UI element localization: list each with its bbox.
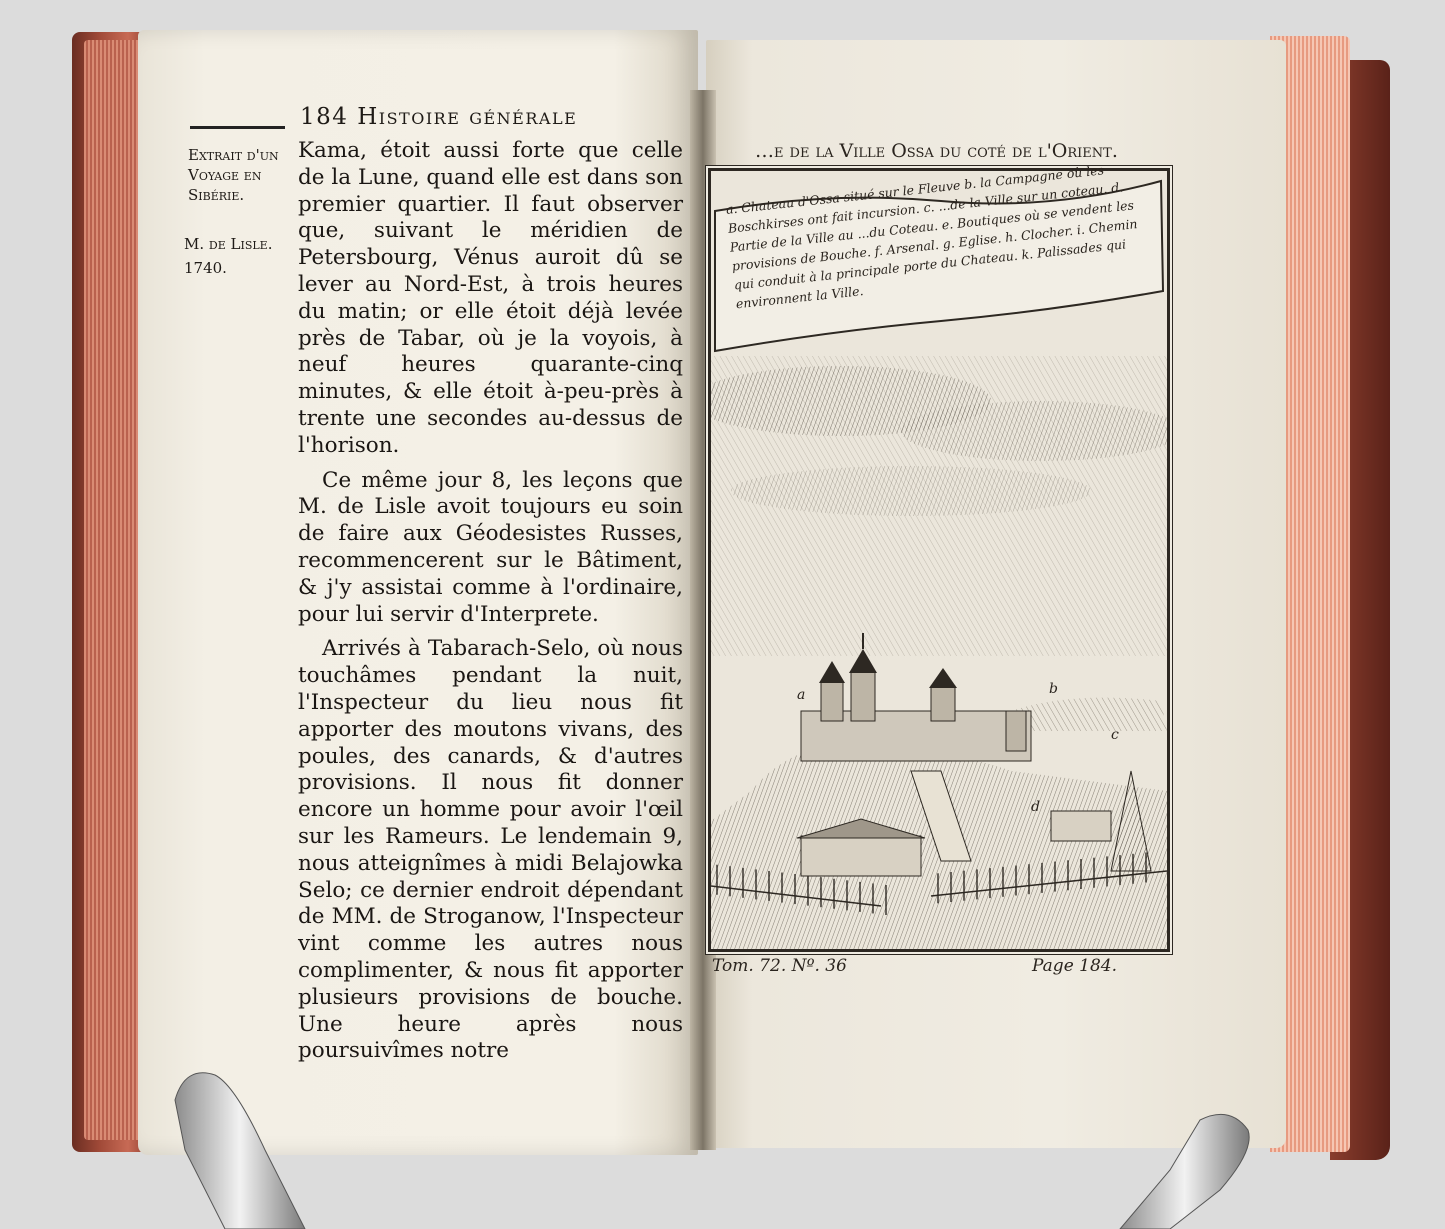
plate-page-number: Page 184. <box>1032 956 1118 976</box>
plate-title: …e de la Ville Ossa du coté de l'Orient. <box>755 140 1118 162</box>
body-text <box>298 138 683 1065</box>
plate-letter-c: c <box>1111 727 1119 743</box>
plate-letter-d: d <box>1031 799 1040 815</box>
paragraph-2: Ce même jour 8, les leçons que M. de Lisle avoit toujours eu soin de faire aux Géodesistes Russes, recommencerent sur le Bâtiment, & j'y assistai comme à l'ordinaire, pour lui servir d'Interprete. <box>298 467 683 627</box>
header-rule <box>190 126 285 129</box>
margin-author-name: M. de Lisle. <box>184 235 273 253</box>
plate-caption: a. Chateau d'Ossa situé sur le Fleuve b. la Campagne où les Boschkirses ont fait incursion. c. ...de la Ville sur un coteau. d. Partie de la Ville au ...du Coteau. e. Boutiques où se vendent les provisions de Bouche. f. Arsenal. g. Eglise. h. Clocher. i. Chemin qui conduit à la principale porte du Chateau. k. Palissades qui environnent la Ville. <box>725 162 1139 312</box>
plate-letter-a: a <box>797 687 806 703</box>
left-book-holder <box>155 1060 325 1229</box>
page-header: 184 Histoire générale <box>300 104 578 130</box>
right-book-holder <box>1110 1100 1260 1229</box>
margin-note: Extrait d'un Voyage en Sibérie. <box>188 146 279 204</box>
left-page-edges <box>84 40 146 1140</box>
plate-volume-number: Tom. 72. Nº. 36 <box>712 956 847 976</box>
margin-author <box>184 232 294 280</box>
margin-author-year: 1740. <box>184 259 227 277</box>
plate-letter-b: b <box>1049 681 1058 697</box>
paragraph-3: Arrivés à Tabarach-Selo, où nous touchâmes pendant la nuit, l'Inspecteur du lieu nous fit apporter des moutons vivans, des poules, des canards, & d'autres provisions. Il nous fit donner encore un homme pour avoir l'œil sur les Rameurs. Le lendemain 9, nous atteignîmes à midi Belajowka Selo; ce dernier endroit dépendant de MM. de Stroganow, l'Inspecteur vint comme les autres nous complimenter, & nous fit apporter plusieurs provisions de bouche. Une heure après nous poursuivîmes notre <box>298 636 683 1064</box>
paragraph-1: Kama, étoit aussi forte que celle de la Lune, quand elle est dans son premier quartier. Il faut observer que, suivant le méridien de Petersbourg, Vénus auroit dû se lever au Nord-Est, à trois heures du matin; or elle étoit déjà levée près de Tabar, où je la voyois, à neuf heures quarante-cinq minutes, & elle étoit à-peu-près à trente une secondes au-dessus de l'horison. <box>298 138 683 458</box>
